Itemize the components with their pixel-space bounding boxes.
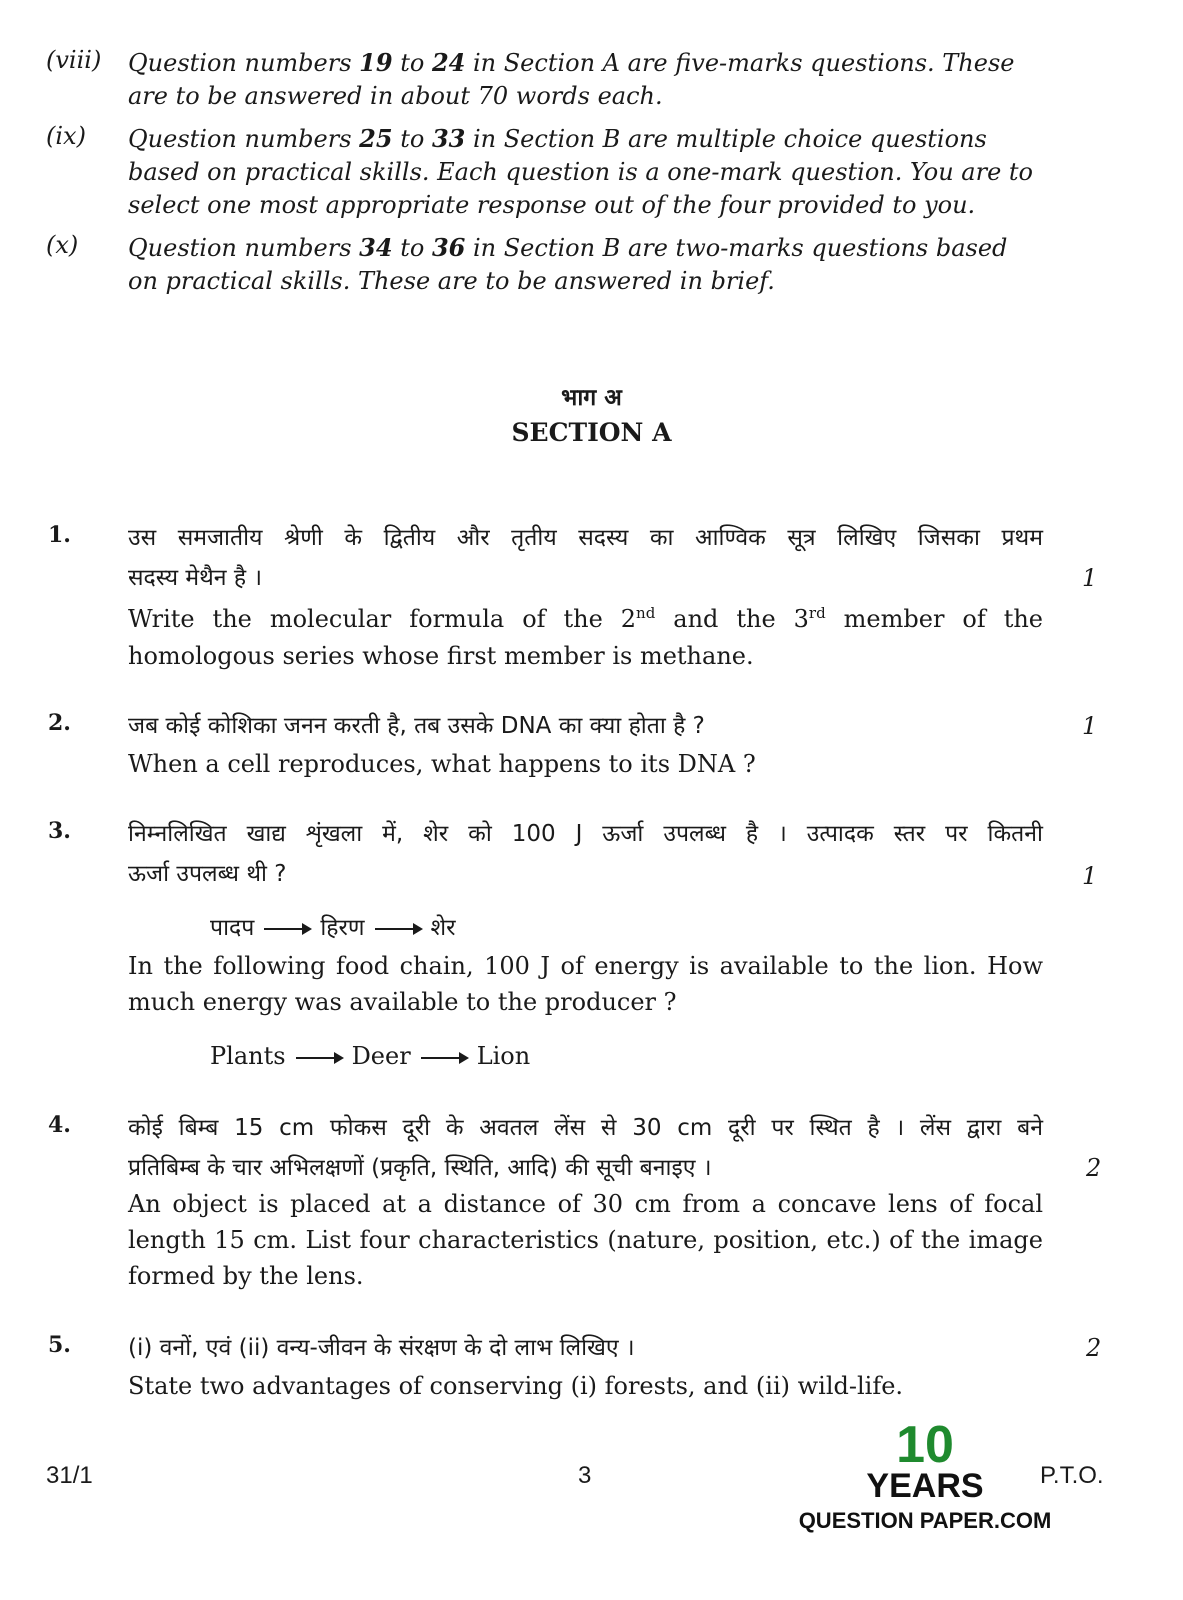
arrow-icon (375, 928, 421, 930)
question-hindi: ऊर्जा उपलब्ध थी ? (128, 861, 287, 887)
question-hindi: सदस्य मेथैन है । (128, 565, 263, 591)
pto-label: P.T.O. (1040, 1462, 1104, 1489)
arrow-icon (264, 928, 310, 930)
instruction-number: (viii) (46, 46, 102, 74)
question-marks: 2 (1086, 1334, 1102, 1362)
instruction-text: Question numbers 34 to 36 in Section B are two-marks questions based on practical skills. These are to be answered in brief. (128, 233, 1008, 295)
question-english: Write the molecular formula of the 2nd and the 3rd member of the (128, 604, 1044, 633)
food-chain-hindi: पादप हिरण शेर (210, 915, 456, 941)
watermark-site: QUESTION PAPER.COM (798, 1508, 1052, 1533)
question-marks: 1 (1082, 564, 1098, 592)
question-english: State two advantages of conserving (i) forests, and (ii) wild-life. (128, 1372, 904, 1400)
food-chain-english: Plants Deer Lion (210, 1042, 531, 1070)
question-english: length 15 cm. List four characteristics (nature, position, etc.) of the image (128, 1226, 1043, 1254)
question-number: 1. (48, 522, 71, 548)
question-number: 5. (48, 1332, 71, 1358)
arrow-icon (421, 1057, 467, 1059)
instruction-number: (ix) (46, 122, 86, 150)
question-marks: 1 (1082, 862, 1098, 890)
question-english: When a cell reproduces, what happens to its DNA ? (128, 750, 756, 778)
paper-code: 31/1 (46, 1462, 93, 1489)
question-marks: 1 (1082, 712, 1098, 740)
question-hindi: निम्नलिखित खाद्य शृंखला में, शेर को 100 J ऊर्जा उपलब्ध है । उत्पादक स्तर पर कितनी (128, 821, 1043, 847)
question-marks: 2 (1086, 1154, 1102, 1182)
question-english: In the following food chain, 100 J of energy is available to the lion. How (128, 952, 1043, 980)
question-hindi: प्रतिबिम्ब के चार अभिलक्षणों (प्रकृति, स्थिति, आदि) की सूची बनाइए । (128, 1155, 712, 1181)
question-number: 2. (48, 710, 71, 736)
instruction-number: (x) (46, 231, 79, 259)
question-hindi: (i) वनों, एवं (ii) वन्य-जीवन के संरक्षण के दो लाभ लिखिए । (128, 1335, 635, 1361)
arrow-icon (296, 1057, 342, 1059)
question-english: homologous series whose first member is methane. (128, 642, 754, 670)
instruction-text: Question numbers 25 to 33 in Section B are multiple choice questions based on practical skills. Each question is a one-mark question. You are to select one most appropriate response out of the four provided to you. (128, 124, 1034, 219)
instruction-text: Question numbers 19 to 24 in Section A are five-marks questions. These are to be answered in about 70 words each. (128, 48, 1015, 110)
section-title-hindi: भाग अ (561, 385, 622, 411)
question-english: much energy was available to the producer ? (128, 988, 677, 1016)
page-number: 3 (578, 1462, 592, 1489)
watermark-years: YEARS (866, 1467, 984, 1505)
question-hindi: कोई बिम्ब 15 cm फोकस दूरी के अवतल लेंस से 30 cm दूरी पर स्थित है । लेंस द्वारा बने (128, 1115, 1043, 1141)
question-hindi: उस समजातीय श्रेणी के द्वितीय और तृतीय सदस्य का आण्विक सूत्र लिखिए जिसका प्रथम (128, 525, 1043, 551)
question-hindi: जब कोई कोशिका जनन करती है, तब उसके DNA का क्या होता है ? (128, 713, 705, 739)
question-english: formed by the lens. (128, 1262, 364, 1290)
question-english: An object is placed at a distance of 30 cm from a concave lens of focal (128, 1190, 1043, 1218)
question-number: 3. (48, 818, 71, 844)
question-number: 4. (48, 1112, 71, 1138)
watermark-number: 10 (896, 1416, 954, 1474)
section-title: SECTION A (511, 418, 672, 447)
